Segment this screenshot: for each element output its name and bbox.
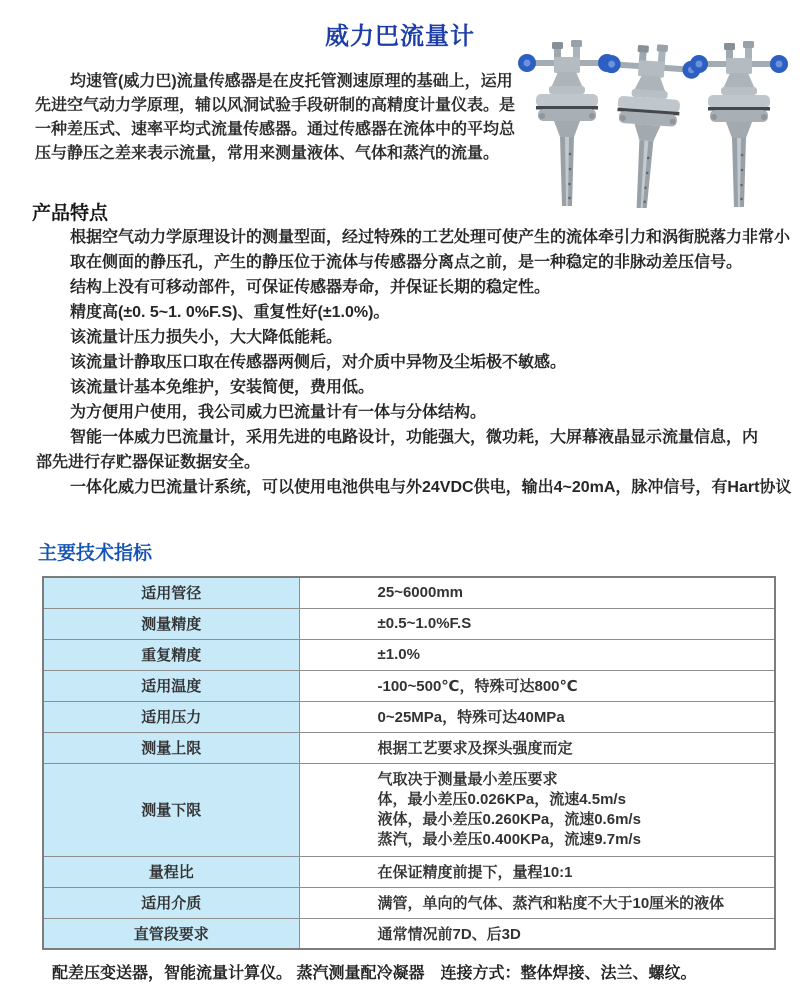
probe-left <box>518 40 616 206</box>
table-row <box>43 918 775 949</box>
footer-note: 配差压变送器，智能流量计算仪。 蒸汽测量配冷凝器 连接方式：整体焊接、法兰、螺纹。 <box>52 965 697 982</box>
specs-heading: 主要技术指标 <box>38 543 153 564</box>
spec-value-line: 蒸汽，最小差压0.400KPa，流速9.7m/s <box>377 830 641 848</box>
spec-label: 测量下限 <box>43 763 299 856</box>
spec-value: ±0.5~1.0%F.S <box>299 608 775 639</box>
specs-table <box>42 576 776 950</box>
table-row <box>43 856 775 887</box>
probe-middle <box>593 41 702 208</box>
feature-line: 部先进行存贮器保证数据安全。 <box>36 454 261 471</box>
features-heading: 产品特点 <box>32 203 109 224</box>
product-photo <box>515 36 793 208</box>
spec-value: ±1.0% <box>299 639 775 670</box>
spec-value: 0~25MPa，特殊可达40MPa <box>299 701 775 732</box>
spec-value-line: 液体，最小差压0.260KPa，流速0.6m/s <box>377 810 641 828</box>
intro-paragraph <box>35 70 540 166</box>
feature-line: 精度高(±0. 5~1. 0%F.S)、重复性好(±1.0%)。 <box>70 304 390 321</box>
probe-right <box>690 41 788 207</box>
spec-value-line: 体，最小差压0.026KPa，流速4.5m/s <box>377 790 626 808</box>
spec-label: 测量精度 <box>43 608 299 639</box>
table-row <box>43 732 775 763</box>
spec-value: 根据工艺要求及探头强度而定 <box>299 732 775 763</box>
spec-value: 25~6000mm <box>299 577 775 608</box>
spec-value: 通常情况前7D、后3D <box>299 918 775 949</box>
table-row <box>43 670 775 701</box>
intro-line: 先进空气动力学原理，辅以风洞试验手段研制的高精度计量仪表。是 <box>35 97 516 114</box>
feature-line: 一体化威力巴流量计系统，可以使用电池供电与外24VDC供电，输出4~20mA，脉冲信号，有Hart协议 <box>70 479 792 496</box>
table-row <box>43 887 775 918</box>
spec-label: 直管段要求 <box>43 918 299 949</box>
table-row <box>43 763 775 856</box>
feature-line: 为方便用户使用，我公司威力巴流量计有一体与分体结构。 <box>70 404 487 421</box>
feature-line: 智能一体威力巴流量计，采用先进的电路设计，功能强大，微功耗，大屏幕液晶显示流量信息，内 <box>70 429 759 446</box>
table-row <box>43 577 775 608</box>
feature-line: 结构上没有可移动部件，可保证传感器寿命，并保证长期的稳定性。 <box>70 279 551 296</box>
spec-label: 适用压力 <box>43 701 299 732</box>
table-row <box>43 608 775 639</box>
table-row <box>43 701 775 732</box>
spec-label: 重复精度 <box>43 639 299 670</box>
intro-line: 均速管(威力巴)流量传感器是在皮托管测速原理的基础上，运用 <box>70 73 513 90</box>
intro-line: 压与静压之差来表示流量，常用来测量液体、气体和蒸汽的流量。 <box>35 145 500 162</box>
spec-value: 在保证精度前提下，量程10:1 <box>299 856 775 887</box>
feature-line: 该流量计静取压口取在传感器两侧后，对介质中异物及尘垢极不敏感。 <box>70 354 567 371</box>
spec-label: 量程比 <box>43 856 299 887</box>
spec-label: 测量上限 <box>43 732 299 763</box>
feature-line: 取在侧面的静压孔，产生的静压位于流体与传感器分离点之前，是一种稳定的非脉动差压信号。 <box>70 254 743 271</box>
feature-line: 根据空气动力学原理设计的测量型面，经过特殊的工艺处理可使产生的流体牵引力和涡街脱落力非常小 <box>70 229 791 246</box>
spec-value <box>299 763 775 856</box>
features-list <box>35 225 800 500</box>
table-row <box>43 639 775 670</box>
feature-line: 该流量计压力损失小，大大降低能耗。 <box>70 329 343 346</box>
intro-line: 一种差压式、速率平均式流量传感器。通过传感器在流体中的平均总 <box>35 121 516 138</box>
spec-value: -100~500℃，特殊可达800℃ <box>299 670 775 701</box>
spec-label: 适用介质 <box>43 887 299 918</box>
feature-line: 该流量计基本免维护，安装简便，费用低。 <box>70 379 375 396</box>
spec-value-line: 气取决于测量最小差压要求 <box>377 770 558 788</box>
spec-label: 适用管径 <box>43 577 299 608</box>
page-title: 威力巴流量计 <box>325 23 475 50</box>
spec-label: 适用温度 <box>43 670 299 701</box>
spec-value: 满管，单向的气体、蒸汽和粘度不大于10厘米的液体 <box>299 887 775 918</box>
